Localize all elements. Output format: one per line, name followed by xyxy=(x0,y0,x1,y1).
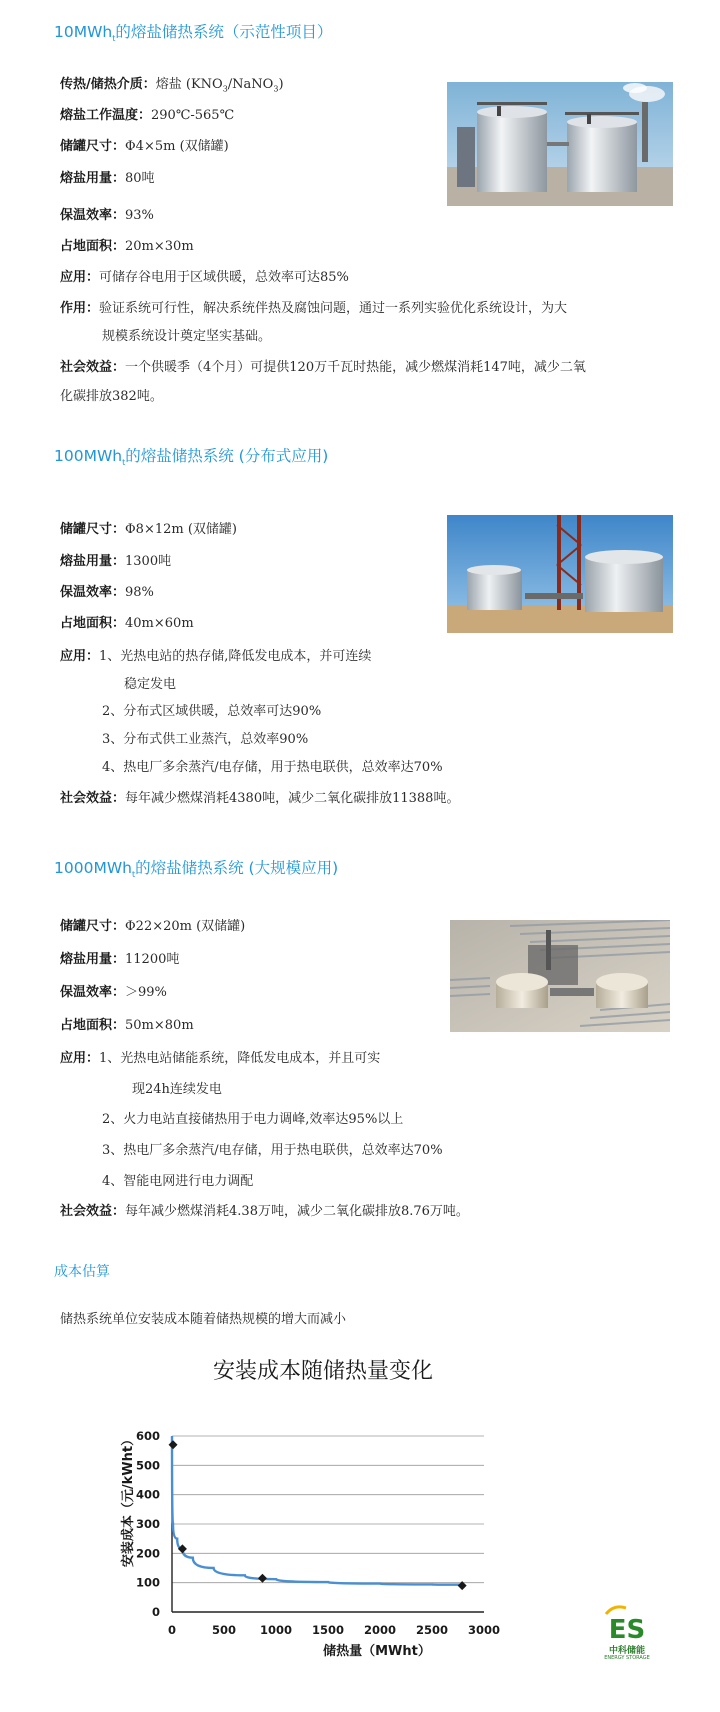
section2-heading: 100MWh$_t$的熔盐储热系统 (分布式应用) xyxy=(54,447,329,468)
s1-tank-size: 储罐尺寸：Φ4×5m (双储罐) xyxy=(60,139,229,154)
x-tick-label: 0 xyxy=(167,1623,177,1637)
data-point-marker xyxy=(258,1574,267,1583)
s2-salt-amount: 熔盐用量：1300吨 xyxy=(60,554,172,569)
s1-benefit-cont: 化碳排放382吨。 xyxy=(60,389,163,404)
cost-chart xyxy=(112,1340,582,1680)
s1-medium: 传热/储热介质：熔盐 $(KNO_3/NaNO_3)$ xyxy=(60,77,284,94)
s2-application-1-cont: 稳定发电 xyxy=(124,677,177,692)
cost-description: 储热系统单位安装成本随着储热规模的增大而减小 xyxy=(60,1312,347,1327)
s1-function-cont: 规模系统设计奠定坚实基础。 xyxy=(102,329,272,344)
s1-benefit: 社会效益：一个供暖季（4个月）可提供120万千瓦时热能，减少燃煤消耗147吨，减少二氧 xyxy=(60,360,586,375)
s2-area: 占地面积：40m×60m xyxy=(60,616,194,631)
x-tick-label: 500 xyxy=(211,1623,237,1637)
cost-chart-svg xyxy=(112,1340,582,1680)
s1-salt-amount: 熔盐用量：80吨 xyxy=(60,171,155,186)
s2-application-2: 2、分布式区域供暖，总效率可达90% xyxy=(102,704,322,719)
s2-application-3: 3、分布式供工业蒸汽，总效率90% xyxy=(102,732,309,747)
large-scale-plant-photo xyxy=(450,920,670,1032)
x-tick-label: 2500 xyxy=(415,1623,449,1637)
s2-application-4: 4、热电厂多余蒸汽/电存储，用于热电联供，总效率达70% xyxy=(102,760,443,775)
s2-tank-size: 储罐尺寸：Φ8×12m (双储罐) xyxy=(60,522,237,537)
logo-mark-icon xyxy=(596,1600,658,1644)
s3-tank-size: 储罐尺寸：Φ22×20m (双储罐) xyxy=(60,919,246,934)
y-tick-label: 600 xyxy=(135,1429,160,1443)
s1-area: 占地面积：20m×30m xyxy=(60,239,194,254)
s3-application-4: 4、智能电网进行电力调配 xyxy=(102,1174,254,1189)
s3-area: 占地面积：50m×80m xyxy=(60,1018,194,1033)
y-tick-label: 300 xyxy=(135,1517,160,1531)
cost-heading: 成本估算 xyxy=(54,1264,110,1280)
x-tick-label: 3000 xyxy=(467,1623,501,1637)
trend-curve xyxy=(172,1436,462,1585)
s2-efficiency: 保温效率：98% xyxy=(60,585,154,600)
y-tick-label: 100 xyxy=(135,1575,160,1590)
distributed-plant-photo xyxy=(447,515,673,633)
x-tick-label: 1000 xyxy=(259,1623,293,1637)
section1-heading: 10MWh$_t$的熔盐储热系统（示范性项目） xyxy=(54,23,333,44)
x-axis-label: 储热量（MWht） xyxy=(323,1644,431,1659)
y-tick-label: 500 xyxy=(135,1458,160,1473)
s3-benefit: 社会效益：每年减少燃煤消耗4.38万吨，减少二氧化碳排放8.76万吨。 xyxy=(60,1204,469,1219)
data-point-marker xyxy=(169,1440,178,1449)
s2-application-1: 应用：1、光热电站的热存储,降低发电成本，并可连续 xyxy=(60,649,372,664)
s3-application-1: 应用：1、光热电站储能系统，降低发电成本，并且可实 xyxy=(60,1051,381,1066)
s3-application-3: 3、热电厂多余蒸汽/电存储，用于热电联供，总效率达70% xyxy=(102,1143,443,1158)
y-tick-label: 200 xyxy=(135,1546,160,1561)
s3-application-1-cont: 现24h连续发电 xyxy=(132,1082,222,1097)
chart-title: 安装成本随储热量变化 xyxy=(212,1359,434,1384)
s3-salt-amount: 熔盐用量：11200吨 xyxy=(60,952,180,967)
section3-heading: 1000MWh$_t$的熔盐储热系统 (大规模应用) xyxy=(54,859,339,880)
y-tick-label: 400 xyxy=(135,1487,160,1502)
s1-temperature: 熔盐工作温度：290℃-565℃ xyxy=(60,108,235,123)
x-tick-label: 2000 xyxy=(363,1623,397,1637)
x-tick-label: 1500 xyxy=(311,1623,345,1637)
logo-subtitle: ENERGY STORAGE xyxy=(604,1655,650,1661)
y-tick-label: 0 xyxy=(151,1605,160,1619)
s2-benefit: 社会效益：每年减少燃煤消耗4380吨，减少二氧化碳排放11388吨。 xyxy=(60,791,460,806)
s1-application: 应用：可储存谷电用于区域供暖，总效率可达85% xyxy=(60,270,349,285)
s3-efficiency: 保温效率：＞99% xyxy=(60,985,167,1000)
demo-plant-photo xyxy=(447,82,673,206)
s1-efficiency: 保温效率：93% xyxy=(60,208,154,223)
s1-function: 作用：验证系统可行性，解决系统伴热及腐蚀问题，通过一系列实验优化系统设计，为大 xyxy=(60,301,568,316)
svg-text:ES: ES xyxy=(608,1615,646,1644)
y-axis-label: 安装成本（元/kWht） xyxy=(121,1432,136,1568)
logo-name: 中科储能 xyxy=(608,1646,645,1656)
s3-application-2: 2、火力电站直接储热用于电力调峰,效率达95%以上 xyxy=(102,1112,404,1127)
